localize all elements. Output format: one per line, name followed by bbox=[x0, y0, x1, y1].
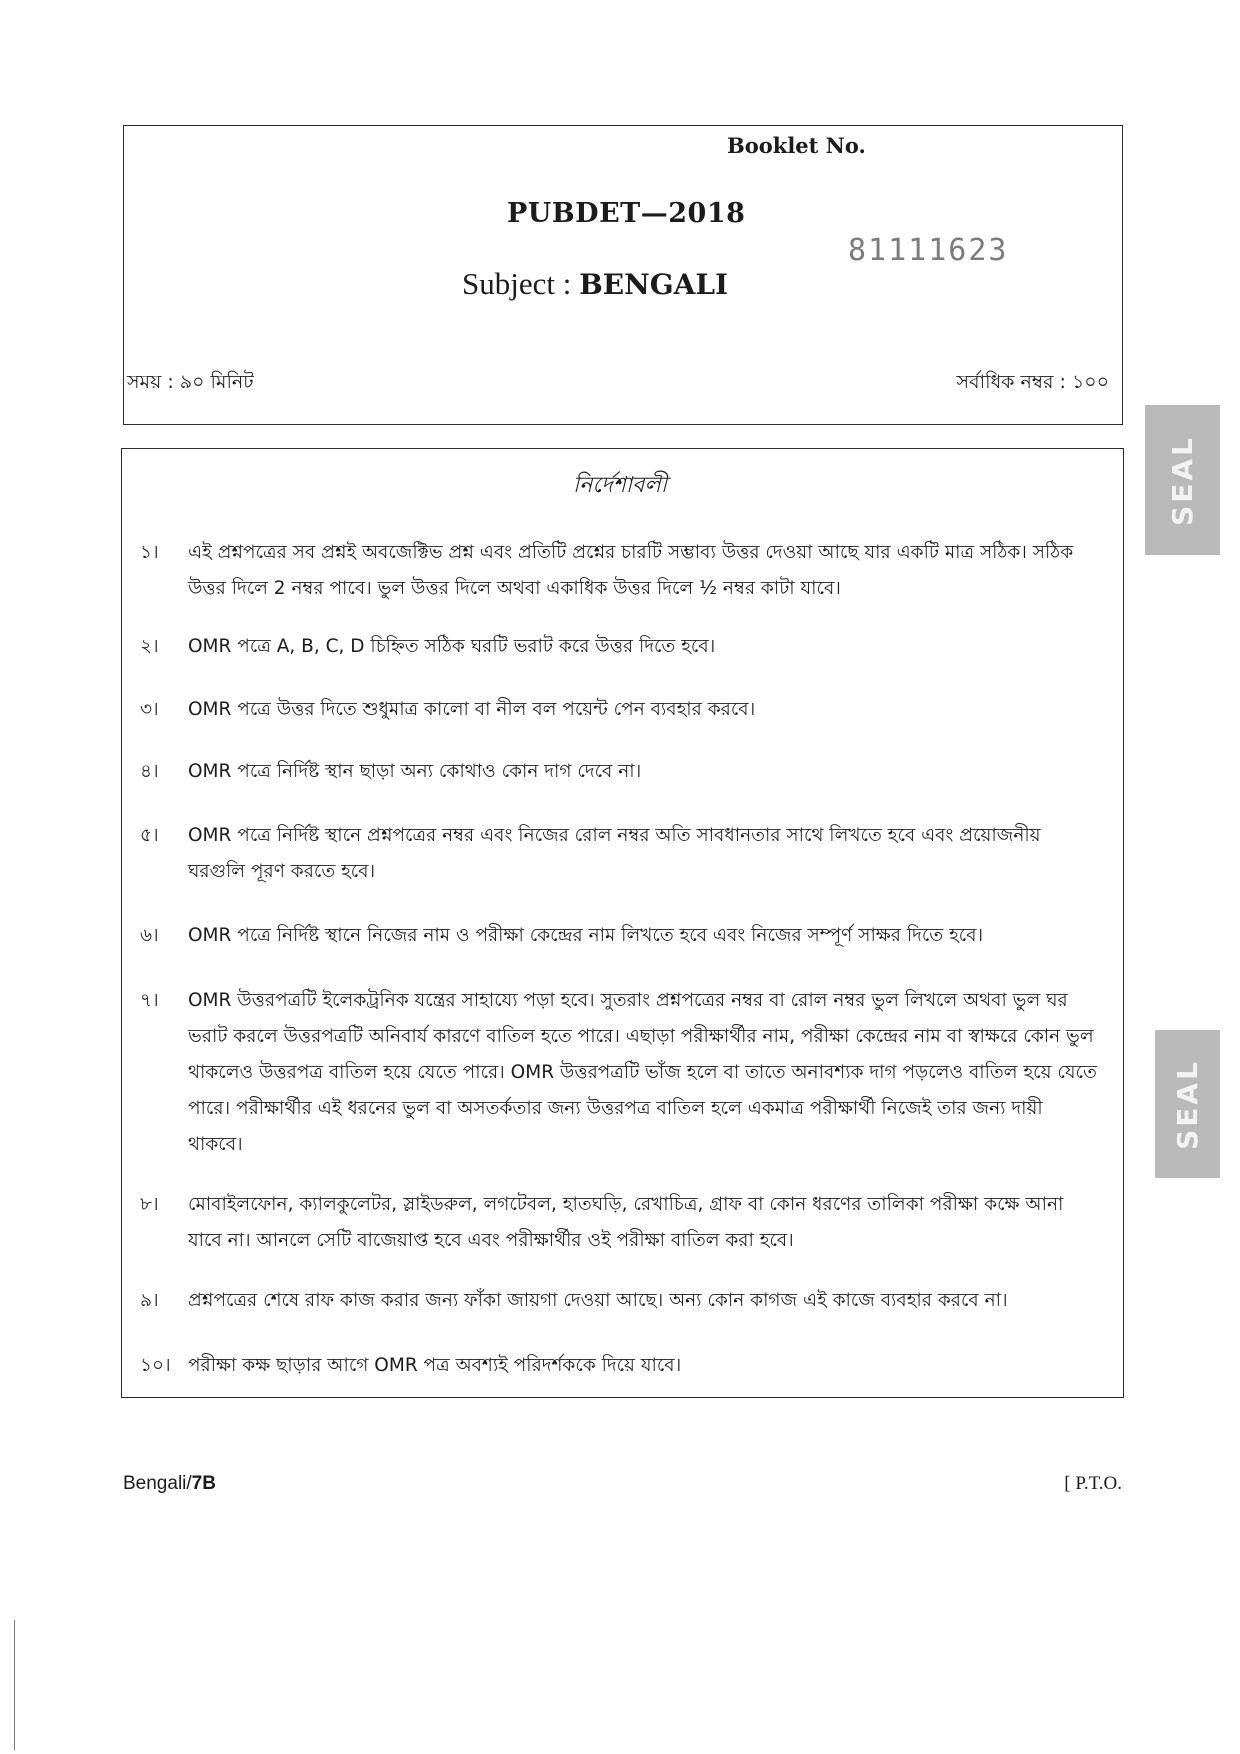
instruction-text: OMR পত্রে A, B, C, D চিহ্নিত সঠিক ঘরটি ভরাট করে উত্তর দিতে হবে। bbox=[188, 636, 716, 657]
instruction-text: OMR পত্রে নির্দিষ্ট স্থানে প্রশ্নপত্রের নম্বর এবং নিজের রোল নম্বর অতি সাবধানতার সাথে লিখতে হবে এবং প্রয়োজনীয় ঘরগুলি পূরণ করতে হবে। bbox=[188, 825, 1041, 882]
margin-line bbox=[14, 1620, 15, 1750]
instruction-item bbox=[140, 1187, 1100, 1259]
paper-code-set: 7B bbox=[191, 1473, 216, 1494]
instruction-item bbox=[140, 629, 1100, 665]
seal-stamp bbox=[1145, 405, 1220, 555]
paper-code bbox=[123, 1473, 216, 1495]
instruction-item bbox=[140, 1283, 1100, 1319]
seal-stamp bbox=[1155, 1030, 1220, 1178]
seal-text: SEAL bbox=[1171, 1058, 1204, 1150]
instruction-item bbox=[140, 983, 1100, 1163]
instruction-number: ২। bbox=[140, 636, 159, 657]
instruction-item bbox=[140, 535, 1100, 607]
paper-code-prefix: Bengali/ bbox=[123, 1473, 192, 1494]
booklet-label: Booklet No. bbox=[727, 133, 866, 158]
seal-text: SEAL bbox=[1166, 434, 1199, 526]
max-marks: সর্বাধিক নম্বর : ১০০ bbox=[956, 371, 1109, 393]
instruction-item bbox=[140, 1348, 1100, 1384]
instruction-item bbox=[140, 754, 1100, 790]
instruction-item bbox=[140, 818, 1100, 890]
subject-line bbox=[462, 266, 728, 302]
instruction-item bbox=[140, 692, 1100, 728]
instruction-number: ৭। bbox=[140, 990, 159, 1011]
instruction-text: প্রশ্নপত্রের শেষে রাফ কাজ করার জন্য ফাঁকা জায়গা দেওয়া আছে। অন্য কোন কাগজ এই কাজে ব্যবহার করবে না। bbox=[188, 1290, 1008, 1311]
pto-label: [ P.T.O. bbox=[1064, 1473, 1122, 1494]
instruction-number: ১। bbox=[140, 542, 159, 563]
booklet-number: 81111623 bbox=[848, 233, 1009, 268]
instruction-text: মোবাইলফোন, ক্যালকুলেটর, স্লাইডরুল, লগটেবল, হাতঘড়ি, রেখাচিত্র, গ্রাফ বা কোন ধরণের তালিকা পরীক্ষা কক্ষে আনা যাবে না। আনলে সেটি বাজেয়াপ্ত হবে এবং পরীক্ষার্থীর ওই পরীক্ষা বাতিল করা হবে। bbox=[188, 1194, 1064, 1251]
instruction-text: OMR পত্রে নির্দিষ্ট স্থানে নিজের নাম ও পরীক্ষা কেন্দ্রের নাম লিখতে হবে এবং নিজের সম্পূর্ণ সাক্ষর দিতে হবে। bbox=[188, 925, 984, 946]
instruction-text: OMR উত্তরপত্রটি ইলেকট্রনিক যন্ত্রের সাহায্যে পড়া হবে। সুতরাং প্রশ্নপত্রের নম্বর বা রোল নম্বর ভুল লিখলে অথবা ভুল ঘর ভরাট করলে উত্তরপত্রটি অনিবার্য কারণে বাতিল হতে পারে। এছাড়া পরীক্ষার্থীর নাম, পরীক্ষা কেন্দ্রের নাম বা স্বাক্ষরে কোন ভুল থাকলেও উত্তরপত্র বাতিল হয়ে যেতে পারে। OMR উত্তরপত্রটি ভাঁজ হলে বা তাতে অনাবশ্যক দাগ পড়লেও বাতিল হয়ে যেতে পারে। পরীক্ষার্থীর এই ধরনের ভুল বা অসতর্কতার জন্য উত্তরপত্র বাতিল হলে একমাত্র পরীক্ষার্থী নিজেই তার জন্য দায়ী থাকবে। bbox=[188, 990, 1097, 1155]
instructions-title: নির্দেশাবলী bbox=[572, 473, 668, 498]
instruction-item bbox=[140, 918, 1100, 954]
instruction-number: ৬। bbox=[140, 925, 159, 946]
instruction-number: ১০। bbox=[140, 1355, 171, 1376]
instruction-number: ৪। bbox=[140, 761, 159, 782]
instruction-number: ৮। bbox=[140, 1194, 159, 1215]
exam-time: সময় : ৯০ মিনিট bbox=[127, 371, 254, 393]
instruction-text: পরীক্ষা কক্ষ ছাড়ার আগে OMR পত্র অবশ্যই পরিদর্শককে দিয়ে যাবে। bbox=[188, 1355, 682, 1376]
subject-name: BENGALI bbox=[579, 268, 729, 301]
instruction-number: ৯। bbox=[140, 1290, 159, 1311]
instruction-text: OMR পত্রে উত্তর দিতে শুধুমাত্র কালো বা নীল বল পয়েন্ট পেন ব্যবহার করবে। bbox=[188, 699, 756, 720]
instruction-number: ৩। bbox=[140, 699, 159, 720]
instruction-text: এই প্রশ্নপত্রের সব প্রশ্নই অবজেক্টিভ প্রশ্ন এবং প্রতিটি প্রশ্নের চারটি সম্ভাব্য উত্তর দেওয়া আছে যার একটি মাত্র সঠিক। সঠিক উত্তর দিলে 2 নম্বর পাবে। ভুল উত্তর দিলে অথবা একাধিক উত্তর দিলে ½ নম্বর কাটা যাবে। bbox=[188, 542, 1074, 599]
exam-title: PUBDET—2018 bbox=[507, 198, 746, 229]
instruction-text: OMR পত্রে নির্দিষ্ট স্থান ছাড়া অন্য কোথাও কোন দাগ দেবে না। bbox=[188, 761, 642, 782]
subject-label: Subject : bbox=[462, 266, 572, 301]
instruction-number: ৫। bbox=[140, 825, 159, 846]
